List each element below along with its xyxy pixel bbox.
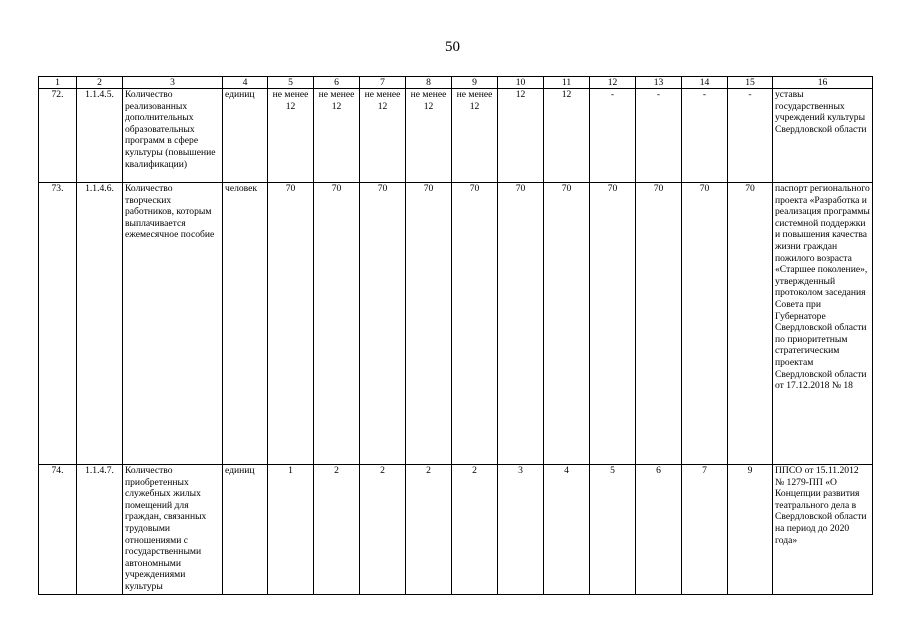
value-cell: 70 (314, 183, 360, 465)
column-header: 9 (452, 77, 498, 89)
column-header: 2 (77, 77, 123, 89)
value-cell: - (636, 89, 682, 183)
value-cell: 70 (498, 183, 544, 465)
value-cell: 70 (728, 183, 773, 465)
indicator-name: Количество реализованных дополнительных образовательных программ в сфере культуры (повышение квалификации) (123, 89, 223, 183)
value-cell: не менее 12 (406, 89, 452, 183)
source-document: уставы государственных учреждений культуры Свердловской области (773, 89, 873, 183)
value-cell: 70 (360, 183, 406, 465)
value-cell: - (728, 89, 773, 183)
value-cell: 70 (406, 183, 452, 465)
table-row (39, 89, 873, 183)
value-cell: 12 (544, 89, 590, 183)
column-header: 13 (636, 77, 682, 89)
row-code: 1.1.4.6. (77, 183, 123, 465)
value-cell: 70 (544, 183, 590, 465)
row-code: 1.1.4.5. (77, 89, 123, 183)
unit: единиц (223, 89, 268, 183)
page-number: 50 (445, 39, 460, 55)
value-cell: не менее 12 (314, 89, 360, 183)
value-cell: 9 (728, 465, 773, 595)
value-cell: - (590, 89, 636, 183)
column-header: 4 (223, 77, 268, 89)
indicator-name: Количество приобретенных служебных жилых помещений для граждан, связанных трудовыми отношениями с государственными автономными учреждениями культуры (123, 465, 223, 595)
column-header: 15 (728, 77, 773, 89)
value-cell: не менее 12 (452, 89, 498, 183)
table-row (39, 183, 873, 465)
unit: единиц (223, 465, 268, 595)
column-header: 3 (123, 77, 223, 89)
value-cell: 2 (406, 465, 452, 595)
row-code: 1.1.4.7. (77, 465, 123, 595)
value-cell: 5 (590, 465, 636, 595)
source-document: ППСО от 15.11.2012 № 1279-ПП «О Концепции развития театрального дела в Свердловской области на период до 2020 года» (773, 465, 873, 595)
row-number: 73. (39, 183, 77, 465)
unit: человек (223, 183, 268, 465)
column-header: 7 (360, 77, 406, 89)
value-cell: 70 (636, 183, 682, 465)
table-row (39, 465, 873, 595)
column-header: 6 (314, 77, 360, 89)
column-header: 5 (268, 77, 314, 89)
value-cell: - (682, 89, 728, 183)
value-cell: 3 (498, 465, 544, 595)
column-header: 10 (498, 77, 544, 89)
value-cell: 7 (682, 465, 728, 595)
value-cell: 2 (314, 465, 360, 595)
value-cell: 70 (590, 183, 636, 465)
column-header: 16 (773, 77, 873, 89)
column-header: 8 (406, 77, 452, 89)
value-cell: 2 (360, 465, 406, 595)
column-header: 1 (39, 77, 77, 89)
row-number: 74. (39, 465, 77, 595)
row-number: 72. (39, 89, 77, 183)
value-cell: не менее 12 (360, 89, 406, 183)
source-document: паспорт регионального проекта «Разработка и реализация программы системной поддержки и повышения качества жизни граждан пожилого возраста «Старшее поколение», утвержденный протоколом заседания Совета при Губернаторе Свердловской области по приоритетным стратегическим проектам Свердловской области от 17.12.2018 № 18 (773, 183, 873, 465)
value-cell: не менее 12 (268, 89, 314, 183)
column-header: 12 (590, 77, 636, 89)
header-row (39, 77, 873, 89)
column-header: 14 (682, 77, 728, 89)
column-header: 11 (544, 77, 590, 89)
value-cell: 70 (452, 183, 498, 465)
value-cell: 2 (452, 465, 498, 595)
value-cell: 12 (498, 89, 544, 183)
indicator-table (38, 76, 873, 595)
value-cell: 70 (682, 183, 728, 465)
value-cell: 1 (268, 465, 314, 595)
value-cell: 70 (268, 183, 314, 465)
value-cell: 6 (636, 465, 682, 595)
value-cell: 4 (544, 465, 590, 595)
indicator-name: Количество творческих работников, которым выплачивается ежемесячное пособие (123, 183, 223, 465)
